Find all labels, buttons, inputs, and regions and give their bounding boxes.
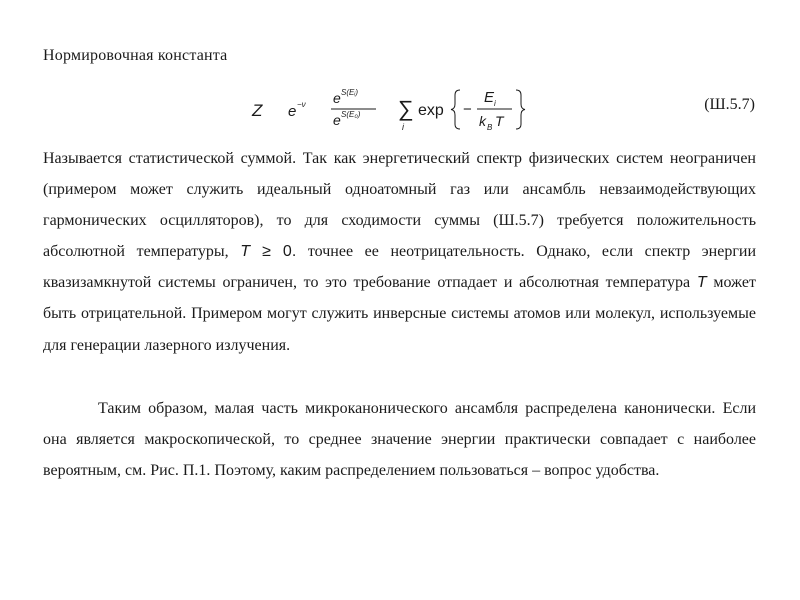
eq-numerator: E xyxy=(484,89,495,106)
section-heading: Нормировочная константа xyxy=(43,47,228,64)
paragraph-1 xyxy=(43,143,756,361)
eq-exp-func: exp xyxy=(418,102,444,119)
equation-block xyxy=(0,80,800,140)
eq-denominator: k xyxy=(479,113,486,129)
eq-left-brace xyxy=(451,90,460,129)
eq-sum-index: i xyxy=(402,122,404,132)
math-temperature-relation: ≥ 0. xyxy=(250,243,297,261)
paragraph-2: Таким образом, малая часть микроканонического ансамбля распределена канонически. Если она является макроскопической, то среднее значение энергии практически совпадает с наиболее вероятным, см. Рис. П.1. Поэтому, каким распределением пользоваться – вопрос удобства. xyxy=(43,400,756,480)
equation-number: (Ш.5.7) xyxy=(704,96,755,113)
eq-frac-top-power: S(Eᵢ) xyxy=(341,88,358,97)
eq-exp-base: e xyxy=(288,103,297,120)
eq-minus: − xyxy=(463,101,472,118)
paragraph-1-text-c: может быть отрицательной. Примером могут служить инверсные системы атомов или молекул, используемые для генерации лазерного излучения. xyxy=(43,274,756,354)
eq-exp-power: −ν xyxy=(297,100,306,109)
equation-formula xyxy=(250,80,550,140)
eq-right-brace xyxy=(516,90,525,129)
math-temperature-var: T xyxy=(240,243,251,261)
eq-frac-bottom-power: S(E₀) xyxy=(341,110,361,119)
paragraph-1-text-a: Называется статистической суммой. Так как энергетический спектр физических систем неограничен (примером может служить идеальный одноатомный газ или ансамбль невзаимодействующих гармонических осцилляторов), то для сходимости суммы (Ш.5.7) требуется положительность абсолютной температуры, xyxy=(43,150,756,261)
eq-denominator-sub: B xyxy=(487,123,493,132)
eq-denominator-tail: T xyxy=(495,113,504,129)
eq-frac-bottom-base: e xyxy=(333,112,341,128)
math-temperature-var-2: T xyxy=(696,274,707,292)
eq-lhs: Z xyxy=(252,101,263,120)
eq-sum-symbol: ∑ xyxy=(398,96,414,121)
eq-frac-top-base: e xyxy=(333,90,341,106)
eq-numerator-sub: i xyxy=(494,99,496,108)
paragraph-1-text-b: точнее ее неотрицательность. Однако, если спектр энергии квазизамкнутой системы ограничен, то это требование отпадает и абсолютная температура xyxy=(43,243,757,292)
